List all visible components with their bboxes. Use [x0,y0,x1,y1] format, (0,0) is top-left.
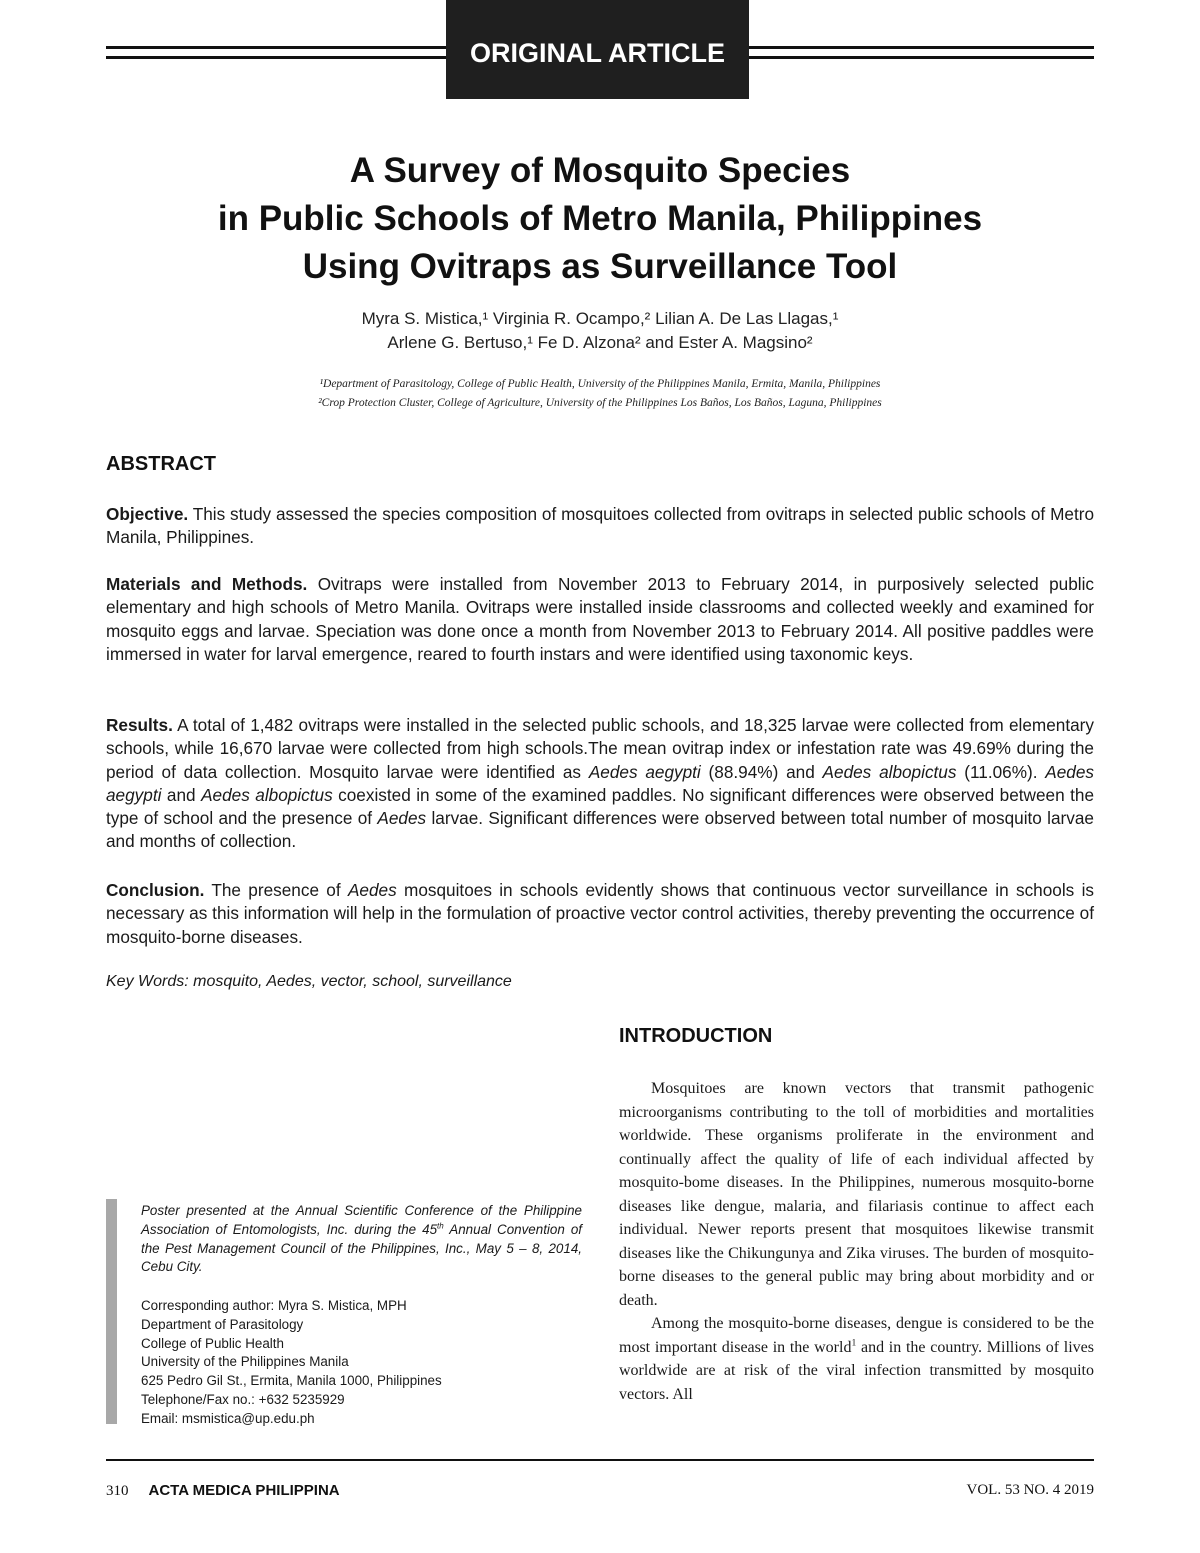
species-name: Aedes albopictus [201,784,333,805]
abstract-conclusion [106,879,1094,949]
corr-address: 625 Pedro Gil St., Ermita, Manila 1000, Philippines [141,1373,442,1389]
abstract-methods [106,573,1094,666]
methods-label: Materials and Methods. [106,574,308,594]
objective-text: This study assessed the species composition of mosquitoes collected from ovitraps in selected public schools of Metro Manila, Philippines. [106,504,1094,548]
abstract-results [106,714,1094,854]
abstract-objective [106,503,1094,550]
article-title [0,147,1200,291]
methods-text: Ovitraps were installed from November 2013 to February 2014, in purposively selected public elementary and high schools of Metro Manila. Ovitraps were installed inside classrooms and collected weekly and examined for mosquito eggs and larvae. Speciation was done once a month from November 2013 to February 2014. All positive paddles were immersed in water for larval emergence, reared to fourth instars and were identified using taxonomic keys. [106,574,1094,664]
footer-rule [106,1459,1094,1461]
header-rule-right-top [749,46,1094,49]
intro-p2-text: Among the mosquito-borne diseases, dengue is considered to be the most important disease in the world [619,1315,1094,1356]
poster-note-text: Poster presented at the Annual Scientific Conference of the Philippine Association of Entomologists, Inc. during the 45 [141,1203,582,1237]
affiliation-1: ¹Department of Parasitology, College of Public Health, University of the Philippines Manila, Ermita, Manila, Philippines [319,378,881,390]
journal-name: ACTA MEDICA PHILIPPINA [148,1482,340,1499]
author-list [0,307,1200,355]
title-line-2: in Public Schools of Metro Manila, Philippines [217,199,983,238]
header-rule-left-bottom [106,56,446,59]
results-text: and [161,784,202,805]
species-name: Aedes aegypti [106,761,1095,805]
corr-college: College of Public Health [141,1335,284,1351]
results-text: (11.06%). [956,761,1046,782]
citation-marker: 1 [851,1337,857,1349]
page-number: 310 [106,1483,129,1499]
poster-note-text: Annual Convention of the Pest Management Council of the Philippines, Inc., May 5 – 8, 2014, Cebu City. [141,1221,582,1275]
corresponding-author: Corresponding author: Myra S. Mistica, MPH [141,1298,407,1313]
header-rule-right-bottom [749,56,1094,59]
corr-university: University of the Philippines Manila [141,1354,349,1370]
ordinal-suffix: th [437,1221,444,1231]
intro-paragraph-2 [619,1312,1094,1406]
volume-issue: VOL. 53 NO. 4 2019 [966,1482,1094,1498]
genus-name: Aedes [347,880,397,900]
species-name: Aedes albopictus [822,761,957,782]
footer-left [106,1482,340,1500]
title-line-1: A Survey of Mosquito Species [349,151,851,190]
affiliation-2: ²Crop Protection Cluster, College of Agriculture, University of the Philippines Los Baños, Los Baños, Laguna, Philippines [318,397,882,409]
results-label: Results. [106,715,173,735]
correspondence-block [141,1297,582,1429]
results-text: larvae. Significant differences were observed between total number of mosquito larvae and months of collection. [106,808,1094,852]
intro-p2-text: and in the country. Millions of lives worldwide are at risk of the viral infection transmitted by mosquito vectors. All [619,1338,1094,1403]
title-line-3: Using Ovitraps as Surveillance Tool [302,247,898,286]
genus-name: Aedes [377,808,427,829]
results-text: A total of 1,482 ovitraps were installed in the selected public schools, and 18,325 larvae were collected from elementary schools, while 16,670 larvae were collected from high schools.The mean ovitrap index or infestation rate was 49.69% during the period of data collection. Mosquito larvae were identified as [106,715,1094,782]
affiliations [0,375,1200,413]
introduction-body [619,1077,1094,1406]
corr-phone: Telephone/Fax no.: +632 5235929 [141,1391,345,1407]
conclusion-text: The presence of [204,880,348,900]
results-text: coexisted in some of the examined paddles. No significant differences were observed between the type of school and the presence of [106,784,1095,829]
intro-paragraph-1: Mosquitoes are known vectors that transmit pathogenic microorganisms contributing to the toll of morbidities and mortalities worldwide. These organisms proliferate in the environment and continually affect the quality of life of each individual affected by mosquito-bome diseases. In the Philippines, numerous mosquito-borne diseases like dengue, malaria, and filariasis continue to affect each individual. Newer reports present that mosquitoes likewise transmit diseases like the Chikungunya and Zika viruses. The burden of mosquito-borne diseases to the general public may bring about morbidity and or death. [619,1080,1094,1309]
poster-note [141,1202,582,1277]
article-type-banner: ORIGINAL ARTICLE [446,0,749,99]
results-text: (88.94%) and [700,761,823,782]
conclusion-label: Conclusion. [106,880,205,900]
objective-label: Objective. [106,504,189,524]
corr-email[interactable]: Email: msmistica@up.edu.ph [141,1410,315,1426]
note-sidebar [106,1199,117,1424]
authors-line-2: Arlene G. Bertuso,¹ Fe D. Alzona² and Ester A. Magsino² [387,333,813,352]
abstract-heading: ABSTRACT [106,453,216,475]
key-words: Key Words: mosquito, Aedes, vector, school, surveillance [106,973,512,990]
corr-department: Department of Parasitology [141,1316,304,1332]
header-rule-left-top [106,46,446,49]
conclusion-text: mosquitoes in schools evidently shows that continuous vector surveillance in schools is necessary as this information will help in the formulation of proactive vector control activities, thereby preventing the occurrence of mosquito-borne diseases. [106,880,1094,947]
species-name: Aedes aegypti [588,761,701,782]
introduction-heading: INTRODUCTION [619,1025,773,1047]
authors-line-1: Myra S. Mistica,¹ Virginia R. Ocampo,² Lilian A. De Las Llagas,¹ [361,309,839,328]
